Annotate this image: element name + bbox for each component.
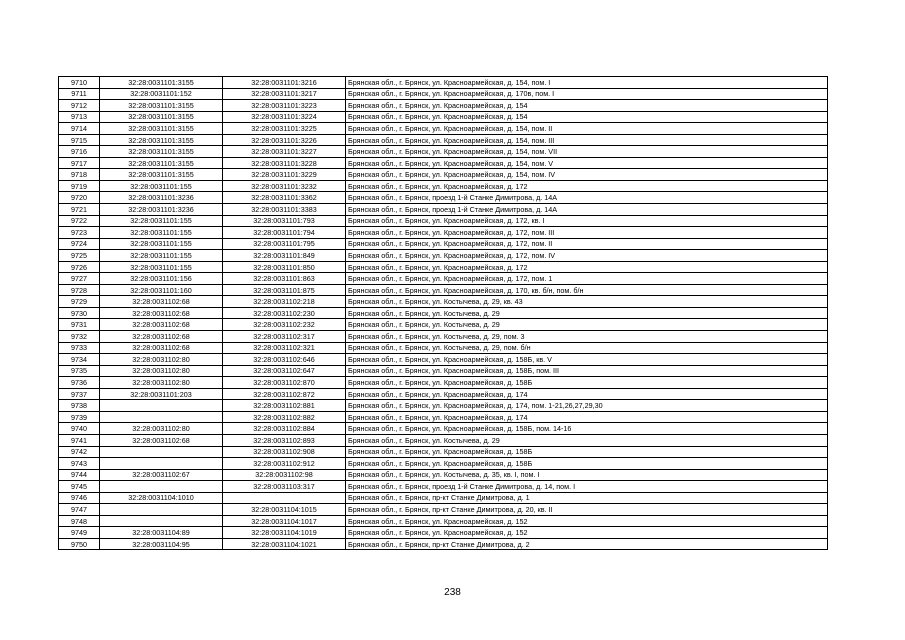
cell-address: Брянская обл., г. Брянск, ул. Красноармейская, д. 172, кв. I xyxy=(346,215,828,227)
cell-cadastral-number: 32:28:0031102:218 xyxy=(223,296,346,308)
cell-row-number: 9724 xyxy=(59,238,100,250)
cell-parent-cadastral-number: 32:28:0031104:95 xyxy=(100,538,223,550)
table-row xyxy=(59,227,828,239)
cell-row-number: 9735 xyxy=(59,365,100,377)
cell-row-number: 9740 xyxy=(59,423,100,435)
cell-parent-cadastral-number: 32:28:0031101:155 xyxy=(100,238,223,250)
cell-address: Брянская обл., г. Брянск, ул. Красноармейская, д. 152 xyxy=(346,527,828,539)
cell-parent-cadastral-number: 32:28:0031102:80 xyxy=(100,354,223,366)
table-row xyxy=(59,123,828,135)
table-row xyxy=(59,377,828,389)
cell-row-number: 9742 xyxy=(59,446,100,458)
cell-address: Брянская обл., г. Брянск, ул. Костычева, д. 29 xyxy=(346,319,828,331)
cell-row-number: 9728 xyxy=(59,284,100,296)
cell-parent-cadastral-number: 32:28:0031101:3236 xyxy=(100,204,223,216)
cell-address: Брянская обл., г. Брянск, ул. Красноармейская, д. 172, пом. III xyxy=(346,227,828,239)
cell-row-number: 9746 xyxy=(59,492,100,504)
table-row xyxy=(59,134,828,146)
cell-row-number: 9739 xyxy=(59,411,100,423)
cell-parent-cadastral-number: 32:28:0031102:68 xyxy=(100,319,223,331)
table-row xyxy=(59,77,828,89)
cell-address: Брянская обл., г. Брянск, ул. Красноармейская, д. 158Б xyxy=(346,458,828,470)
cell-parent-cadastral-number: 32:28:0031101:203 xyxy=(100,388,223,400)
cell-parent-cadastral-number: 32:28:0031101:155 xyxy=(100,215,223,227)
cell-cadastral-number: 32:28:0031102:870 xyxy=(223,377,346,389)
cell-row-number: 9714 xyxy=(59,123,100,135)
cell-parent-cadastral-number: 32:28:0031102:80 xyxy=(100,423,223,435)
cell-parent-cadastral-number: 32:28:0031102:68 xyxy=(100,434,223,446)
cell-cadastral-number: 32:28:0031102:872 xyxy=(223,388,346,400)
cell-address: Брянская обл., г. Брянск, пр-кт Станке Димитрова, д. 2 xyxy=(346,538,828,550)
cell-parent-cadastral-number: 32:28:0031101:3236 xyxy=(100,192,223,204)
cell-address: Брянская обл., г. Брянск, ул. Красноармейская, д. 154 xyxy=(346,100,828,112)
cell-parent-cadastral-number: 32:28:0031101:152 xyxy=(100,88,223,100)
cell-parent-cadastral-number: 32:28:0031101:155 xyxy=(100,227,223,239)
cell-cadastral-number: 32:28:0031101:850 xyxy=(223,261,346,273)
cell-row-number: 9716 xyxy=(59,146,100,158)
cell-address: Брянская обл., г. Брянск, ул. Красноармейская, д. 172, пом. IV xyxy=(346,250,828,262)
cell-cadastral-number: 32:28:0031101:3232 xyxy=(223,180,346,192)
table-row xyxy=(59,331,828,343)
table-row xyxy=(59,100,828,112)
cell-parent-cadastral-number: 32:28:0031101:156 xyxy=(100,273,223,285)
cell-parent-cadastral-number xyxy=(100,400,223,412)
cell-parent-cadastral-number: 32:28:0031101:3155 xyxy=(100,169,223,181)
cell-row-number: 9748 xyxy=(59,515,100,527)
cell-cadastral-number: 32:28:0031102:647 xyxy=(223,365,346,377)
cell-address: Брянская обл., г. Брянск, ул. Красноармейская, д. 170в, пом. I xyxy=(346,88,828,100)
cell-parent-cadastral-number: 32:28:0031102:80 xyxy=(100,377,223,389)
cell-row-number: 9744 xyxy=(59,469,100,481)
cell-row-number: 9738 xyxy=(59,400,100,412)
cell-row-number: 9721 xyxy=(59,204,100,216)
cell-parent-cadastral-number: 32:28:0031101:3155 xyxy=(100,134,223,146)
cell-row-number: 9749 xyxy=(59,527,100,539)
cell-row-number: 9732 xyxy=(59,331,100,343)
table-row xyxy=(59,469,828,481)
cell-address: Брянская обл., г. Брянск, ул. Красноармейская, д. 154, пом. VII xyxy=(346,146,828,158)
table-row xyxy=(59,111,828,123)
table-row xyxy=(59,88,828,100)
table-row xyxy=(59,400,828,412)
cell-address: Брянская обл., г. Брянск, ул. Красноармейская, д. 174 xyxy=(346,388,828,400)
cell-cadastral-number: 32:28:0031104:1021 xyxy=(223,538,346,550)
table-row xyxy=(59,284,828,296)
cell-address: Брянская обл., г. Брянск, ул. Костычева, д. 35, кв. I, пом. I xyxy=(346,469,828,481)
cell-address: Брянская обл., г. Брянск, ул. Красноармейская, д. 152 xyxy=(346,515,828,527)
table-row xyxy=(59,250,828,262)
cell-row-number: 9713 xyxy=(59,111,100,123)
cell-cadastral-number: 32:28:0031101:3225 xyxy=(223,123,346,135)
cell-cadastral-number: 32:28:0031101:849 xyxy=(223,250,346,262)
table-row xyxy=(59,527,828,539)
table-row xyxy=(59,354,828,366)
cell-cadastral-number xyxy=(223,492,346,504)
cell-row-number: 9733 xyxy=(59,342,100,354)
cell-parent-cadastral-number: 32:28:0031101:3155 xyxy=(100,123,223,135)
cell-row-number: 9711 xyxy=(59,88,100,100)
cell-row-number: 9736 xyxy=(59,377,100,389)
cell-parent-cadastral-number: 32:28:0031102:68 xyxy=(100,307,223,319)
cell-cadastral-number: 32:28:0031102:912 xyxy=(223,458,346,470)
cell-parent-cadastral-number: 32:28:0031102:68 xyxy=(100,342,223,354)
cell-row-number: 9730 xyxy=(59,307,100,319)
cell-cadastral-number: 32:28:0031101:3227 xyxy=(223,146,346,158)
cell-cadastral-number: 32:28:0031104:1017 xyxy=(223,515,346,527)
cell-cadastral-number: 32:28:0031102:230 xyxy=(223,307,346,319)
cell-address: Брянская обл., г. Брянск, ул. Красноармейская, д. 172 xyxy=(346,180,828,192)
cell-parent-cadastral-number: 32:28:0031102:80 xyxy=(100,365,223,377)
cell-address: Брянская обл., г. Брянск, проезд 1-й Станке Димитрова, д. 14, пом. I xyxy=(346,481,828,493)
table-row xyxy=(59,169,828,181)
cell-parent-cadastral-number: 32:28:0031104:1010 xyxy=(100,492,223,504)
cell-address: Брянская обл., г. Брянск, ул. Красноармейская, д. 158Б, кв. V xyxy=(346,354,828,366)
cell-address: Брянская обл., г. Брянск, пр-кт Станке Димитрова, д. 1 xyxy=(346,492,828,504)
cell-cadastral-number: 32:28:0031102:321 xyxy=(223,342,346,354)
cell-cadastral-number: 32:28:0031101:793 xyxy=(223,215,346,227)
cell-address: Брянская обл., г. Брянск, ул. Красноармейская, д. 174, пом. 1-21,26,27,29,30 xyxy=(346,400,828,412)
cell-cadastral-number: 32:28:0031102:98 xyxy=(223,469,346,481)
table-row xyxy=(59,388,828,400)
cell-row-number: 9729 xyxy=(59,296,100,308)
cell-parent-cadastral-number: 32:28:0031102:68 xyxy=(100,331,223,343)
cell-address: Брянская обл., г. Брянск, ул. Красноармейская, д. 158Б, пом. III xyxy=(346,365,828,377)
cell-cadastral-number: 32:28:0031104:1015 xyxy=(223,504,346,516)
cell-cadastral-number: 32:28:0031102:908 xyxy=(223,446,346,458)
cell-address: Брянская обл., г. Брянск, пр-кт Станке Димитрова, д. 20, кв. II xyxy=(346,504,828,516)
cell-parent-cadastral-number: 32:28:0031101:155 xyxy=(100,250,223,262)
cell-row-number: 9722 xyxy=(59,215,100,227)
cell-address: Брянская обл., г. Брянск, ул. Красноармейская, д. 170, кв. б/н, пом. б/н xyxy=(346,284,828,296)
table-row xyxy=(59,342,828,354)
cell-row-number: 9743 xyxy=(59,458,100,470)
table-row xyxy=(59,261,828,273)
cell-parent-cadastral-number xyxy=(100,515,223,527)
cell-cadastral-number: 32:28:0031102:232 xyxy=(223,319,346,331)
table-row xyxy=(59,515,828,527)
cell-cadastral-number: 32:28:0031101:3229 xyxy=(223,169,346,181)
table-row xyxy=(59,204,828,216)
cell-row-number: 9717 xyxy=(59,157,100,169)
cell-row-number: 9727 xyxy=(59,273,100,285)
cell-address: Брянская обл., г. Брянск, ул. Красноармейская, д. 172, пом. 1 xyxy=(346,273,828,285)
cell-cadastral-number: 32:28:0031101:3362 xyxy=(223,192,346,204)
page-number: 238 xyxy=(444,587,461,598)
cell-address: Брянская обл., г. Брянск, ул. Красноармейская, д. 154, пом. III xyxy=(346,134,828,146)
cell-address: Брянская обл., г. Брянск, ул. Красноармейская, д. 172, пом. II xyxy=(346,238,828,250)
cell-cadastral-number: 32:28:0031101:863 xyxy=(223,273,346,285)
cell-parent-cadastral-number: 32:28:0031102:68 xyxy=(100,296,223,308)
cell-address: Брянская обл., г. Брянск, ул. Красноармейская, д. 158Б, пом. 14-16 xyxy=(346,423,828,435)
cell-row-number: 9731 xyxy=(59,319,100,331)
cell-cadastral-number: 32:28:0031101:875 xyxy=(223,284,346,296)
table-row xyxy=(59,411,828,423)
cell-address: Брянская обл., г. Брянск, ул. Красноармейская, д. 154, пом. I xyxy=(346,77,828,89)
cell-address: Брянская обл., г. Брянск, ул. Красноармейская, д. 158Б xyxy=(346,377,828,389)
cell-address: Брянская обл., г. Брянск, ул. Красноармейская, д. 158Б xyxy=(346,446,828,458)
table-row xyxy=(59,180,828,192)
table-row xyxy=(59,296,828,308)
cell-row-number: 9720 xyxy=(59,192,100,204)
cell-parent-cadastral-number: 32:28:0031101:155 xyxy=(100,180,223,192)
cell-row-number: 9750 xyxy=(59,538,100,550)
cell-address: Брянская обл., г. Брянск, ул. Красноармейская, д. 154, пом. II xyxy=(346,123,828,135)
cell-row-number: 9745 xyxy=(59,481,100,493)
cell-cadastral-number: 32:28:0031101:3228 xyxy=(223,157,346,169)
table-row xyxy=(59,319,828,331)
cell-cadastral-number: 32:28:0031102:317 xyxy=(223,331,346,343)
cell-cadastral-number: 32:28:0031102:882 xyxy=(223,411,346,423)
cell-address: Брянская обл., г. Брянск, ул. Костычева, д. 29, кв. 43 xyxy=(346,296,828,308)
table-row xyxy=(59,434,828,446)
cell-cadastral-number: 32:28:0031101:795 xyxy=(223,238,346,250)
cell-cadastral-number: 32:28:0031102:881 xyxy=(223,400,346,412)
cell-address: Брянская обл., г. Брянск, ул. Красноармейская, д. 154, пом. IV xyxy=(346,169,828,181)
cell-cadastral-number: 32:28:0031101:3224 xyxy=(223,111,346,123)
table-row xyxy=(59,273,828,285)
cell-address: Брянская обл., г. Брянск, ул. Костычева, д. 29, пом. б/н xyxy=(346,342,828,354)
cell-cadastral-number: 32:28:0031102:893 xyxy=(223,434,346,446)
cell-row-number: 9747 xyxy=(59,504,100,516)
cell-row-number: 9725 xyxy=(59,250,100,262)
cell-row-number: 9737 xyxy=(59,388,100,400)
cell-address: Брянская обл., г. Брянск, ул. Красноармейская, д. 174 xyxy=(346,411,828,423)
cell-cadastral-number: 32:28:0031101:794 xyxy=(223,227,346,239)
cell-parent-cadastral-number: 32:28:0031101:3155 xyxy=(100,157,223,169)
cell-cadastral-number: 32:28:0031101:3383 xyxy=(223,204,346,216)
cell-cadastral-number: 32:28:0031101:3216 xyxy=(223,77,346,89)
table-row xyxy=(59,481,828,493)
table-row xyxy=(59,458,828,470)
cell-row-number: 9719 xyxy=(59,180,100,192)
cell-parent-cadastral-number: 32:28:0031101:3155 xyxy=(100,111,223,123)
cell-parent-cadastral-number: 32:28:0031102:67 xyxy=(100,469,223,481)
cell-row-number: 9710 xyxy=(59,77,100,89)
cell-address: Брянская обл., г. Брянск, ул. Красноармейская, д. 154 xyxy=(346,111,828,123)
cell-parent-cadastral-number: 32:28:0031101:155 xyxy=(100,261,223,273)
cell-parent-cadastral-number xyxy=(100,458,223,470)
cell-row-number: 9726 xyxy=(59,261,100,273)
cell-address: Брянская обл., г. Брянск, проезд 1-й Станке Димитрова, д. 14А xyxy=(346,192,828,204)
table-row xyxy=(59,146,828,158)
cell-cadastral-number: 32:28:0031102:646 xyxy=(223,354,346,366)
table-row xyxy=(59,157,828,169)
cell-address: Брянская обл., г. Брянск, ул. Костычева, д. 29, пом. 3 xyxy=(346,331,828,343)
cell-row-number: 9723 xyxy=(59,227,100,239)
cell-cadastral-number: 32:28:0031101:3217 xyxy=(223,88,346,100)
cell-parent-cadastral-number: 32:28:0031101:3155 xyxy=(100,100,223,112)
table-row xyxy=(59,238,828,250)
cell-parent-cadastral-number xyxy=(100,481,223,493)
table-row xyxy=(59,307,828,319)
cell-parent-cadastral-number: 32:28:0031104:89 xyxy=(100,527,223,539)
table-row xyxy=(59,192,828,204)
cell-address: Брянская обл., г. Брянск, ул. Красноармейская, д. 154, пом. V xyxy=(346,157,828,169)
property-table xyxy=(58,76,828,550)
cell-row-number: 9718 xyxy=(59,169,100,181)
table-row xyxy=(59,365,828,377)
cell-row-number: 9741 xyxy=(59,434,100,446)
cell-parent-cadastral-number xyxy=(100,411,223,423)
cell-parent-cadastral-number: 32:28:0031101:160 xyxy=(100,284,223,296)
cell-cadastral-number: 32:28:0031101:3226 xyxy=(223,134,346,146)
table-row xyxy=(59,538,828,550)
table-row xyxy=(59,492,828,504)
cell-row-number: 9715 xyxy=(59,134,100,146)
cell-row-number: 9734 xyxy=(59,354,100,366)
cell-cadastral-number: 32:28:0031103:317 xyxy=(223,481,346,493)
cell-parent-cadastral-number xyxy=(100,504,223,516)
cell-parent-cadastral-number xyxy=(100,446,223,458)
cell-address: Брянская обл., г. Брянск, ул. Костычева, д. 29 xyxy=(346,307,828,319)
table-row xyxy=(59,504,828,516)
cell-cadastral-number: 32:28:0031104:1019 xyxy=(223,527,346,539)
cell-cadastral-number: 32:28:0031102:884 xyxy=(223,423,346,435)
table-row xyxy=(59,423,828,435)
cell-parent-cadastral-number: 32:28:0031101:3155 xyxy=(100,146,223,158)
cell-address: Брянская обл., г. Брянск, ул. Красноармейская, д. 172 xyxy=(346,261,828,273)
table-row xyxy=(59,446,828,458)
table-row xyxy=(59,215,828,227)
cell-cadastral-number: 32:28:0031101:3223 xyxy=(223,100,346,112)
cell-row-number: 9712 xyxy=(59,100,100,112)
cell-address: Брянская обл., г. Брянск, ул. Костычева, д. 29 xyxy=(346,434,828,446)
cell-parent-cadastral-number: 32:28:0031101:3155 xyxy=(100,77,223,89)
table-body xyxy=(59,77,828,550)
cell-address: Брянская обл., г. Брянск, проезд 1-й Станке Димитрова, д. 14А xyxy=(346,204,828,216)
